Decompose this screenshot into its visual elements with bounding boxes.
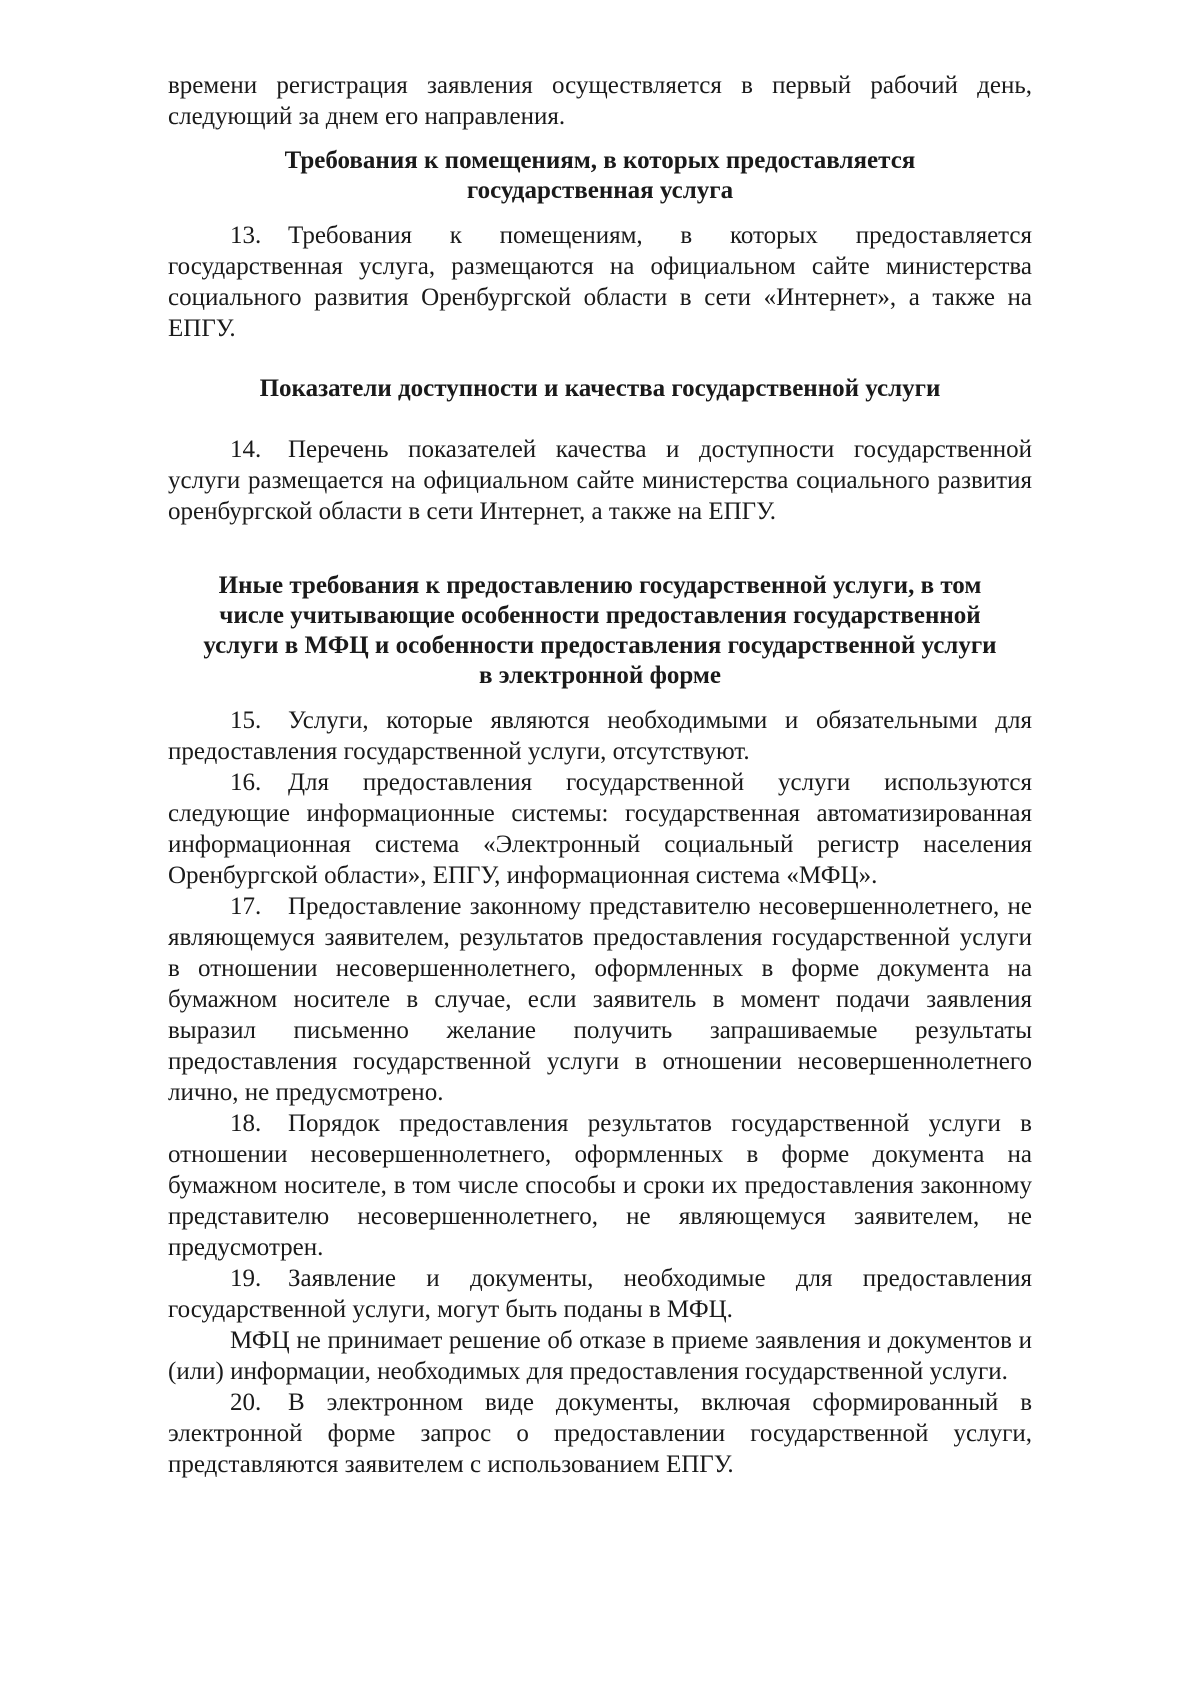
paragraph-14 bbox=[168, 434, 1032, 527]
paragraph-16 bbox=[168, 767, 1032, 891]
paragraph-15-text: Услуги, которые являются необходимыми и обязательными для предоставления государственной услуги, отсутствуют. bbox=[168, 707, 1032, 765]
paragraph-20-number: 20. bbox=[230, 1389, 262, 1416]
paragraph-19 bbox=[168, 1263, 1032, 1325]
paragraph-19-text: Заявление и документы, необходимые для предоставления государственной услуги, могут быть поданы в МФЦ. bbox=[168, 1265, 1032, 1323]
paragraph-17-number: 17. bbox=[230, 893, 262, 920]
paragraph-17-text: Предоставление законному представителю несовершеннолетнего, не являющемуся заявителем, результатов предоставления государственной услуги в отношении несовершеннолетнего, оформленных в форме документа на бумажном носителе в случае, если заявитель в момент подачи заявления выразил письменно желание получить запрашиваемые результаты предоставления государственной услуги в отношении несовершеннолетнего лично, не предусмотрено. bbox=[168, 893, 1032, 1106]
heading-indicators: Показатели доступности и качества государственной услуги bbox=[259, 375, 941, 402]
paragraph-19-number: 19. bbox=[230, 1265, 262, 1292]
paragraph-20 bbox=[168, 1387, 1032, 1480]
paragraph-18-number: 18. bbox=[230, 1110, 262, 1137]
paragraph-20-text: В электронном виде документы, включая сформированный в электронной форме запрос о предоставлении государственной услуги, представляются заявителем с использованием ЕПГУ. bbox=[168, 1389, 1032, 1478]
paragraph-14-text: Перечень показателей качества и доступности государственной услуги размещается на официальном сайте министерства социального развития оренбургской области в сети Интернет, а также на ЕПГУ. bbox=[168, 436, 1032, 525]
paragraph-16-text: Для предоставления государственной услуги используются следующие информационные системы: государственная автоматизированная информационная система «Электронный социальный регистр населения Оренбургской области», ЕПГУ, информационная система «МФЦ». bbox=[168, 769, 1032, 889]
document-page bbox=[168, 70, 1032, 1480]
paragraph-16-number: 16. bbox=[230, 769, 262, 796]
paragraph-19-continuation: МФЦ не принимает решение об отказе в приеме заявления и документов и (или) информации, необходимых для предоставления государственной услуги. bbox=[168, 1327, 1032, 1385]
heading-other-requirements: Иные требования к предоставлению государственной услуги, в том числе учитывающие особенности предоставления государственной услуги в МФЦ и особенности предоставления государственной услуги в электронной форме bbox=[203, 572, 997, 689]
paragraph-15 bbox=[168, 705, 1032, 767]
paragraph-13-text: Требования к помещениям, в которых предоставляется государственная услуга, размещаются на официальном сайте министерства социального развития Оренбургской области в сети «Интернет», а также на ЕПГУ. bbox=[168, 222, 1032, 342]
paragraph-17 bbox=[168, 891, 1032, 1108]
paragraph-14-number: 14. bbox=[230, 436, 262, 463]
paragraph-18 bbox=[168, 1108, 1032, 1263]
paragraph-intro: времени регистрация заявления осуществляется в первый рабочий день, следующий за днем его направления. bbox=[168, 72, 1032, 130]
paragraph-18-text: Порядок предоставления результатов государственной услуги в отношении несовершеннолетнего, оформленных в форме документа на бумажном носителе, в том числе способы и сроки их предоставления законному представителю несовершеннолетнего, не являющемуся заявителем, не предусмотрен. bbox=[168, 1110, 1032, 1261]
paragraph-15-number: 15. bbox=[230, 707, 262, 734]
paragraph-13 bbox=[168, 220, 1032, 344]
heading-premises: Требования к помещениям, в которых предоставляется государственная услуга bbox=[284, 147, 916, 204]
paragraph-13-number: 13. bbox=[230, 222, 262, 249]
